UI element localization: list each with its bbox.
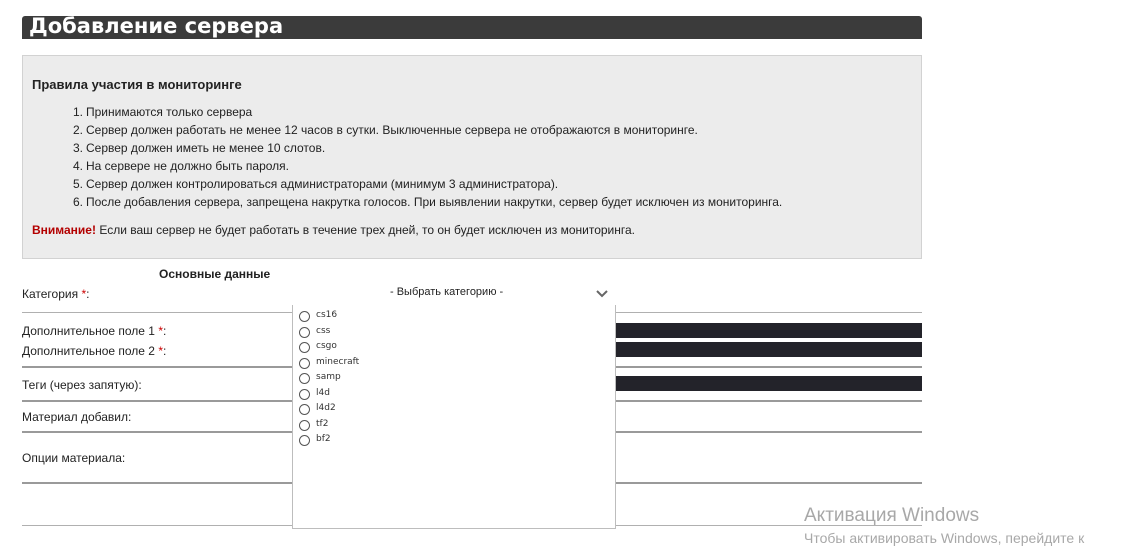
windows-activation-title: Активация Windows bbox=[804, 505, 980, 526]
radio-icon[interactable] bbox=[299, 435, 310, 446]
windows-activation-text: Чтобы активировать Windows, перейдите к bbox=[804, 530, 1085, 546]
rules-box: Правила участия в мониторинге 1. Принимаются только сервера 2. Сервер должен работать не менее 12 часов в сутки. Выключенные сервера не отображаются в мониторинге. 3. Сервер должен иметь не менее 10 слотов. 4. На сервере не должно быть пароля. 5. Сервер должен контролироваться администраторами (минимум 3 администратора). 6. После добавления сервера, запрещена накрутка голосов. При выявлении накрутки, сервер будет исключен из мониторинга. Внимание! Если ваш сервер не будет работать в течение трех дней, то он будет исключен из мониторинга. bbox=[22, 55, 922, 259]
extra-field-2-input[interactable] bbox=[615, 342, 922, 357]
warning-label: Внимание! bbox=[32, 223, 96, 237]
material-added-label: Материал добавил: bbox=[22, 410, 132, 424]
warning-notice bbox=[32, 223, 635, 237]
radio-icon[interactable] bbox=[299, 389, 310, 400]
radio-icon[interactable] bbox=[299, 311, 310, 322]
radio-icon[interactable] bbox=[299, 373, 310, 384]
extra-field-1-label: Дополнительное поле 1 *: bbox=[22, 324, 167, 338]
page-title-bar bbox=[22, 16, 922, 39]
radio-icon[interactable] bbox=[299, 420, 310, 431]
chevron-down-icon[interactable] bbox=[596, 287, 608, 299]
rules-heading: Правила участия в мониторинге bbox=[32, 77, 242, 92]
radio-icon[interactable] bbox=[299, 358, 310, 369]
category-dropdown[interactable]: cs16 css csgo minecraft samp l4d l4d2 tf2 bf2 bbox=[292, 305, 616, 529]
extra-field-1-input[interactable] bbox=[615, 323, 922, 338]
warning-text: Если ваш сервер не будет работать в течение трех дней, то он будет исключен из мониторинга. bbox=[95, 223, 635, 237]
page-title: Добавление сервера bbox=[29, 14, 284, 38]
section-title: Основные данные bbox=[159, 267, 271, 281]
radio-icon[interactable] bbox=[299, 327, 310, 338]
category-label: Категория *: bbox=[22, 287, 90, 301]
extra-field-2-label: Дополнительное поле 2 *: bbox=[22, 344, 167, 358]
material-options-label: Опции материала: bbox=[22, 451, 126, 465]
tags-label: Теги (через запятую): bbox=[22, 378, 142, 392]
radio-icon[interactable] bbox=[299, 404, 310, 415]
category-select[interactable]: - Выбрать категорию - bbox=[390, 286, 504, 298]
tags-input[interactable] bbox=[615, 376, 922, 391]
radio-icon[interactable] bbox=[299, 342, 310, 353]
